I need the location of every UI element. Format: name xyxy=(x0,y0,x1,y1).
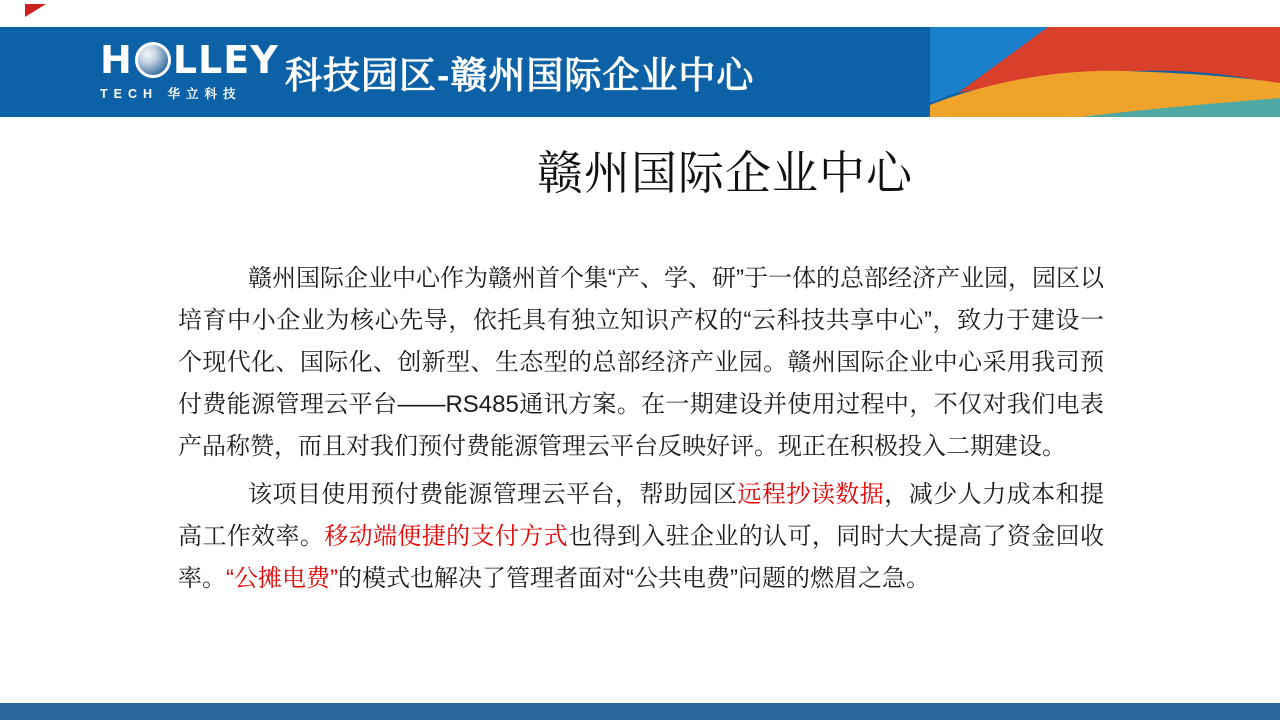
paragraph-1 xyxy=(178,258,1104,468)
header-bar xyxy=(0,27,1280,117)
highlighted-text: 移动端便捷的支付方式 xyxy=(324,523,569,550)
slide-body xyxy=(178,258,1104,600)
holley-logo xyxy=(100,39,280,102)
holley-logo-subtext: TECH 华立科技 xyxy=(100,87,242,101)
body-text: 的模式也解决了管理者面对“公共电费”问题的燃眉之急。 xyxy=(337,565,930,592)
body-text: 赣州国际企业中心作为赣州首个集“产、学、研”于一体的总部经济产业园，园区以培育中小企业为核心先导，依托具有独立知识产权的“云科技共享中心”，致力于建设一个现代化、国际化、创新型、生态型的总部经济产业园。赣州国际企业中心采用我司预付费能源管理云平台——RS485通讯方案。在一期建设并使用过程中，不仅对我们电表产品称赞，而且对我们预付费能源管理云平台反映好评。现正在积极投入二期建设。 xyxy=(178,265,1104,460)
body-text: 也得到入驻企业的认可，同时大大提高了资金回收率。 xyxy=(178,523,1105,592)
highlighted-text: “公摊电费” xyxy=(226,565,338,592)
body-text: 该项目使用预付费能源管理云平台，帮助园区 xyxy=(248,481,738,508)
highlighted-text: 远程抄读数据 xyxy=(737,481,885,508)
paragraph-2 xyxy=(178,474,1104,600)
footer-bar xyxy=(0,703,1280,720)
header-title: 科技园区-赣州国际企业中心 xyxy=(285,55,755,96)
red-triangle-icon xyxy=(25,4,46,17)
logo-letter-h: H xyxy=(100,38,133,82)
logo-swirl-o-icon xyxy=(135,42,171,78)
body-text: ，减少人力成本和提高工作效率。 xyxy=(178,481,1105,550)
header-corner-decoration xyxy=(930,27,1280,117)
logo-letters-lley: LLEY xyxy=(172,38,279,82)
slide-title: 赣州国际企业中心 xyxy=(537,147,913,199)
holley-logo-wordmark xyxy=(100,39,280,81)
